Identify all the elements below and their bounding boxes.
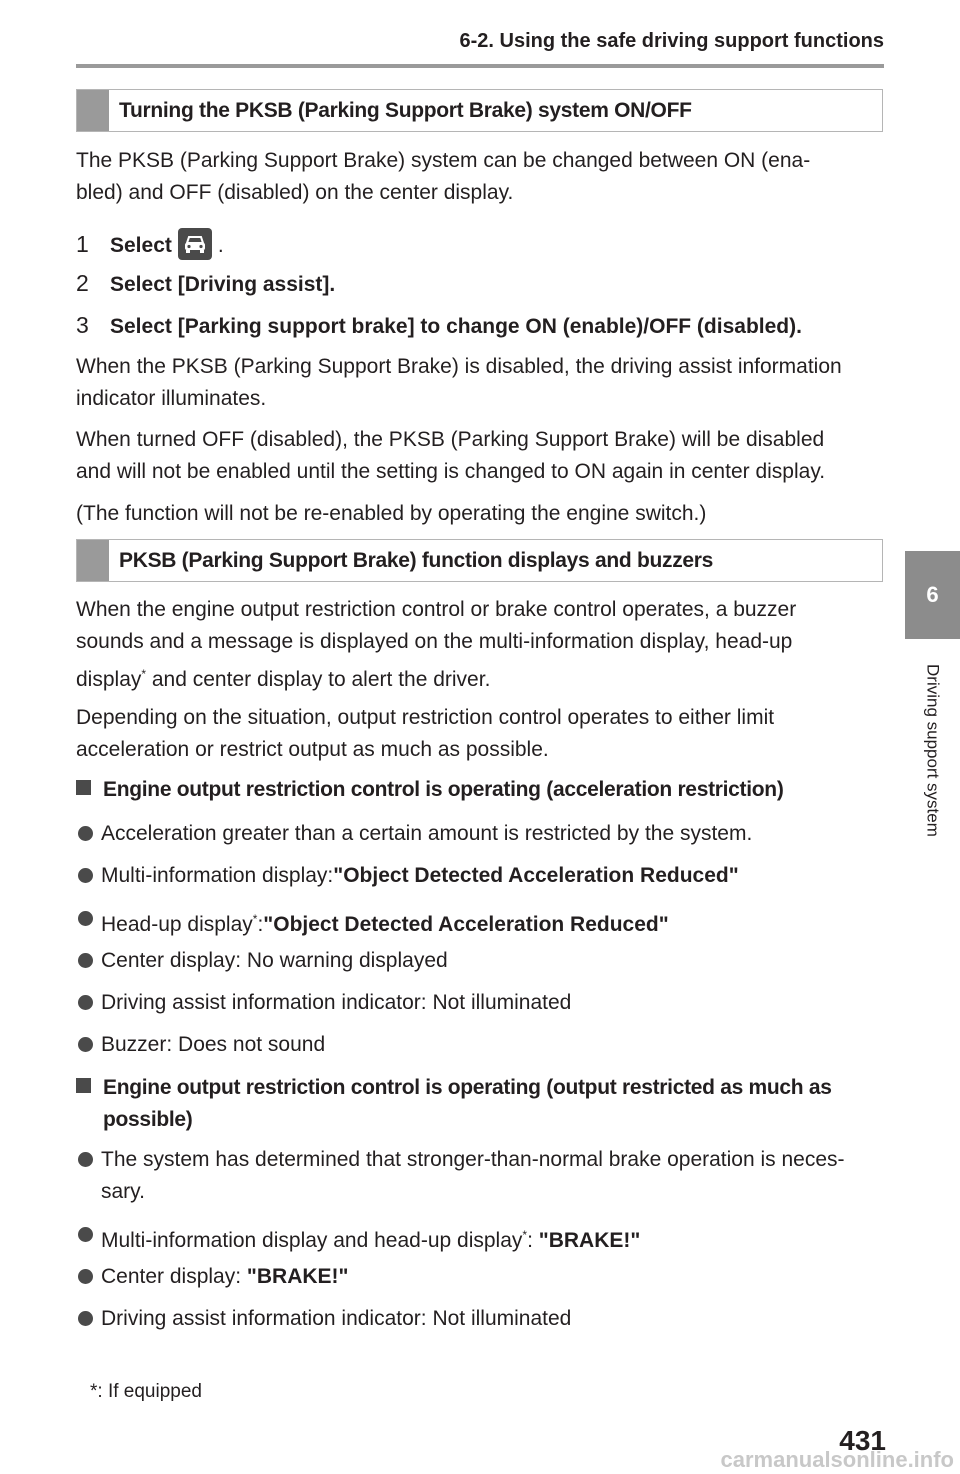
bullet-dot-icon — [78, 911, 93, 926]
bullet-dot-icon — [78, 1037, 93, 1052]
bullet-dot-icon — [78, 1269, 93, 1284]
list-item-text — [101, 1219, 884, 1257]
section-heading-title: PKSB (Parking Support Brake) function displays and buzzers — [119, 549, 714, 572]
list-item-text: Acceleration greater than a certain amount is restricted by the system. — [101, 822, 753, 845]
paragraph-line: When the engine output restriction control or brake control operates, a buzzer — [76, 598, 797, 621]
step-suffix: . — [217, 234, 224, 257]
note-line: and will not be enabled until the setting is changed to ON again in center display. — [76, 460, 826, 483]
subheading-text: Engine output restriction control is operating (acceleration restriction) — [103, 778, 784, 801]
section-heading-bar — [77, 90, 109, 131]
chapter-tab-label-text: Driving support system — [923, 663, 943, 837]
message-text: "Object Detected Acceleration Reduced" — [263, 913, 669, 936]
footnote-asterisk: * — [252, 912, 258, 926]
text-run: : — [257, 913, 264, 936]
bullet-dot-icon — [78, 826, 93, 841]
bullet-dot-icon — [78, 1152, 93, 1167]
list-item-text: Driving assist information indicator: Not illuminated — [101, 1307, 572, 1330]
step-3 — [76, 312, 802, 339]
step-text: Select — [110, 234, 172, 257]
list-item — [76, 1261, 884, 1293]
bullet-dot-icon — [78, 868, 93, 883]
note-turned-off — [76, 424, 884, 488]
vehicle-settings-icon — [178, 228, 212, 260]
list-item — [76, 1029, 884, 1061]
footnote-asterisk: * — [141, 667, 147, 681]
message-text: "BRAKE!" — [246, 1265, 349, 1288]
footnote: *: If equipped — [90, 1381, 202, 1402]
section-heading-title: Turning the PKSB (Parking Support Brake) system ON/OFF — [119, 99, 692, 122]
step-number: 3 — [76, 312, 89, 338]
text-run: Head-up display — [101, 913, 253, 936]
subheading-output-restricted — [76, 1072, 832, 1136]
subheading-text: Engine output restriction control is operating (output restricted as much as — [103, 1076, 832, 1099]
text-line: The system has determined that stronger-than-normal brake operation is neces- — [101, 1148, 845, 1171]
note-engine-switch: (The function will not be re-enabled by operating the engine switch.) — [76, 502, 707, 525]
list-item — [76, 818, 884, 850]
situation-paragraph — [76, 702, 884, 766]
header-rule — [76, 64, 884, 68]
intro-line-2: bled) and OFF (disabled) on the center display. — [76, 181, 514, 204]
footnote-asterisk: * — [522, 1228, 528, 1242]
intro-paragraph — [76, 145, 884, 209]
list-item-text: Buzzer: Does not sound — [101, 1033, 326, 1056]
text-run: Multi-information display and head-up display — [101, 1229, 523, 1252]
list-item-text — [101, 1144, 884, 1208]
note-line: When turned OFF (disabled), the PKSB (Parking Support Brake) will be disabled — [76, 428, 825, 451]
bullet-dot-icon — [78, 1227, 93, 1242]
step-number: 2 — [76, 270, 89, 296]
chapter-tab-label — [905, 650, 960, 850]
paragraph-line: sounds and a message is displayed on the multi-information display, head-up — [76, 630, 793, 653]
step-2 — [76, 270, 335, 297]
list-item-text — [101, 903, 884, 941]
text-line: sary. — [101, 1180, 145, 1203]
square-bullet-icon — [76, 1078, 91, 1093]
bullet-dot-icon — [78, 953, 93, 968]
text-run: and center display to alert the driver. — [146, 668, 491, 691]
list-item — [76, 903, 884, 941]
note-line: indicator illuminates. — [76, 387, 267, 410]
section-heading-bar — [77, 540, 109, 581]
list-item-text — [101, 860, 884, 892]
running-header: 6-2. Using the safe driving support functions — [459, 30, 884, 52]
step-text: Select [Parking support brake] to change ON (enable)/OFF (disabled). — [110, 315, 802, 338]
text-run: : — [527, 1229, 539, 1252]
list-item-text — [101, 1261, 884, 1293]
list-item — [76, 1303, 884, 1335]
text-run: display — [76, 668, 142, 691]
page-number: 431 — [839, 1425, 886, 1456]
section-heading-pksb-on-off — [76, 89, 883, 132]
displays-paragraph — [76, 594, 884, 696]
message-text: "BRAKE!" — [538, 1229, 641, 1252]
step-text: Select [Driving assist]. — [110, 273, 336, 296]
note-disabled-indicator — [76, 351, 884, 415]
list-item-text: Driving assist information indicator: Not illuminated — [101, 991, 572, 1014]
subheading-line — [76, 1072, 832, 1104]
list-item — [76, 1219, 884, 1257]
note-line: When the PKSB (Parking Support Brake) is disabled, the driving assist information — [76, 355, 842, 378]
paragraph-line: acceleration or restrict output as much as possible. — [76, 738, 549, 761]
step-1 — [76, 228, 224, 260]
list-item-text: Center display: No warning displayed — [101, 949, 448, 972]
paragraph-line: Depending on the situation, output restriction control operates to either limit — [76, 706, 775, 729]
intro-line-1: The PKSB (Parking Support Brake) system can be changed between ON (ena- — [76, 149, 811, 172]
chapter-tab-number: 6 — [905, 551, 960, 639]
list-item — [76, 1144, 884, 1208]
text-run: Center display: — [101, 1265, 247, 1288]
square-bullet-icon — [76, 780, 91, 795]
text-run: Multi-information display: — [101, 864, 334, 887]
paragraph-line — [76, 658, 884, 696]
step-number: 1 — [76, 231, 89, 257]
watermark: carmanualsonline.info — [720, 1447, 954, 1472]
subheading-acceleration-restriction — [76, 778, 784, 802]
bullet-dot-icon — [78, 995, 93, 1010]
list-item — [76, 945, 884, 977]
message-text: "Object Detected Acceleration Reduced" — [333, 864, 739, 887]
list-item — [76, 860, 884, 892]
bullet-dot-icon — [78, 1311, 93, 1326]
subheading-line: possible) — [103, 1108, 193, 1131]
section-heading-displays-buzzers — [76, 539, 883, 582]
list-item — [76, 987, 884, 1019]
